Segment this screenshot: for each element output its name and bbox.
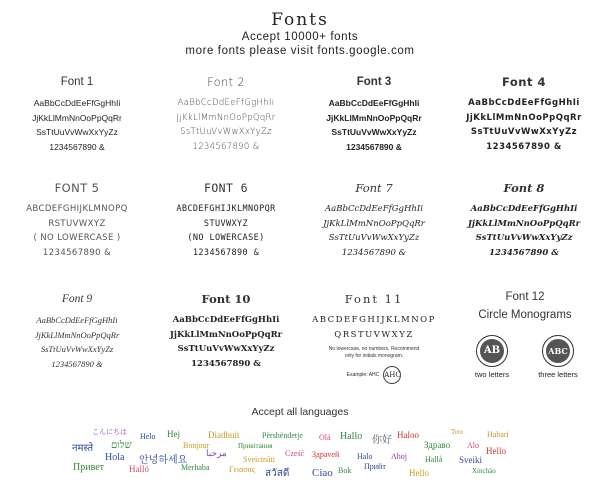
font-sample-7[interactable] xyxy=(304,180,444,260)
sample-line: JjKkLlMmNnOoPpQqRr xyxy=(323,218,425,229)
subtitle-fonts-count: Accept 10000+ fonts xyxy=(241,31,359,43)
sample-line: QRSTUVWXYZ xyxy=(334,329,414,340)
font-sample-5[interactable] xyxy=(7,180,147,260)
font-sample-9[interactable] xyxy=(7,291,147,371)
language-word: Прийт xyxy=(364,462,386,471)
language-word: Habari xyxy=(487,430,509,439)
language-word: Merhaba xyxy=(181,463,210,472)
sample-line: 1234567890 & xyxy=(191,358,261,369)
monogram-label: three letters xyxy=(538,370,578,379)
sample-line: ABCDEFGHIJKLMNOPQ xyxy=(26,204,128,214)
sample-line: AaBbCcDdEeFfGgHhIi xyxy=(177,98,275,108)
sample-line: ABCDEFGHIJKLMNOP xyxy=(312,315,436,325)
monogram-three-letters[interactable] xyxy=(528,335,588,379)
language-word: Hallå xyxy=(425,455,443,464)
sample-line: 1234567890 & xyxy=(49,141,105,152)
language-word: Haloo xyxy=(397,430,419,440)
font-name: Font 11 xyxy=(344,292,404,306)
sample-line: JjKkLlMmNnOoPpQqRr xyxy=(326,112,422,123)
font-name: Font 3 xyxy=(356,76,392,88)
sample-line: SsTtUuVvWwXxYyZz xyxy=(40,344,114,354)
sample-line: 1234567890 & xyxy=(42,247,112,258)
language-word: Alo xyxy=(467,441,479,450)
monogram-icon xyxy=(542,335,574,367)
sample-line: SsTtUuVvWwXxYyZz xyxy=(180,127,272,137)
language-word: Olá xyxy=(319,433,331,442)
language-word: Bok xyxy=(338,466,352,475)
font-sample-3[interactable] xyxy=(304,74,444,154)
language-word: مرحبا xyxy=(206,448,227,458)
font-sample-10[interactable] xyxy=(156,291,296,371)
language-word: Привітання xyxy=(238,442,273,450)
circle-monograms-title: Circle Monograms xyxy=(478,309,572,321)
font-name: Font 1 xyxy=(60,76,94,88)
page-title: Fonts xyxy=(271,10,329,30)
sample-line: AaBbCcDdEeFfGgHhIi xyxy=(470,204,578,214)
sample-line: 1234567890 & xyxy=(192,247,260,258)
sample-line: JjKkLlMmNnOoPpQqRr xyxy=(176,112,276,123)
monogram-letters: AB xyxy=(480,339,504,363)
language-word: こんにちは xyxy=(92,428,127,436)
font-sample-12[interactable] xyxy=(450,291,600,391)
example-label: Example: AHC xyxy=(346,372,380,378)
languages-title: Accept all languages xyxy=(251,406,349,418)
language-word: Sveicināti xyxy=(243,455,275,464)
font-sample-4[interactable] xyxy=(454,74,594,154)
language-word: שלום xyxy=(111,440,132,451)
sample-line: AaBbCcDdEeFfGgHhIi xyxy=(468,98,580,108)
language-word: Xinchào xyxy=(472,467,496,475)
language-word: Здравo xyxy=(424,440,451,450)
sample-line: AaBbCcDdEeFfGgHhIi xyxy=(325,204,423,214)
sample-line: AaBbCcDdEeFfGgHhIi xyxy=(33,98,121,108)
font-name: Font 12 xyxy=(505,291,545,303)
sample-line: SsTtUuVvWwXxYyZz xyxy=(331,127,417,137)
language-word: Halo xyxy=(357,452,373,461)
sample-line: SsTtUuVvWwXxYyZz xyxy=(328,233,420,243)
language-word: Hej xyxy=(167,429,180,439)
language-word: 안녕하세요 xyxy=(139,455,188,466)
language-word: नमस्ते xyxy=(72,443,94,454)
sample-line: STUVWXYZ xyxy=(203,218,249,229)
sample-line: 1234567890 & xyxy=(341,247,407,258)
language-word: Përshëndetje xyxy=(262,431,303,440)
sample-line: AaBbCcDdEeFfGgHhIi xyxy=(172,315,280,325)
sample-line: SsTtUuVvWwXxYyZz xyxy=(470,127,578,137)
monogram-label: two letters xyxy=(474,370,510,379)
font-sample-1[interactable] xyxy=(7,74,147,154)
language-word: Γειασας xyxy=(229,465,255,474)
language-word: Здраveй xyxy=(312,450,340,459)
font-name: FONT 6 xyxy=(204,181,248,195)
sample-line: JjKkLlMmNnOoPpQqRr xyxy=(32,112,122,123)
sample-line: JjKkLlMmNnOoPpQqRr xyxy=(169,329,283,340)
language-word: Ciao xyxy=(312,467,333,479)
language-word: Tere xyxy=(451,428,464,436)
sample-line: 1234567890 & xyxy=(489,247,559,258)
language-word: Sveiki xyxy=(459,455,483,465)
monogram-two-letters[interactable] xyxy=(462,335,522,379)
sample-line: RSTUVWXYZ xyxy=(48,218,106,229)
font-name: FONT 5 xyxy=(54,181,100,195)
sample-line: JjKkLlMmNnOoPpQqRr xyxy=(34,329,120,340)
font-sample-8[interactable] xyxy=(454,180,594,260)
example-monogram: AHC xyxy=(383,366,401,384)
sample-line: 1234567890 & xyxy=(486,141,562,152)
language-word: 你好 xyxy=(372,435,392,446)
font-name: Font 4 xyxy=(502,75,546,89)
subtitle-more-fonts: more fonts please visit fonts.google.com xyxy=(185,45,415,57)
language-word: Cześć xyxy=(285,449,305,458)
sample-line: SsTtUuVvWwXxYyZz xyxy=(36,127,118,137)
font-sample-6[interactable] xyxy=(156,180,296,260)
font-note: No lowercase, no numbers, Recommend xyxy=(328,346,420,352)
language-word: Привет xyxy=(73,462,105,473)
language-word: Hello xyxy=(409,468,429,478)
font-sample-11[interactable] xyxy=(304,291,444,384)
sample-line: SsTtUuVvWwXxYyZz xyxy=(177,344,275,354)
font-name: Font 8 xyxy=(503,181,545,195)
sample-line: AaBbCcDdEeFfGgHhIi xyxy=(328,98,420,108)
language-word: สวัสดี xyxy=(265,468,290,479)
language-word: Ahoj xyxy=(391,452,407,461)
language-word: Hello xyxy=(486,446,506,456)
sample-line: ( NO LOWERCASE ) xyxy=(33,233,121,243)
font-name: Font 10 xyxy=(201,292,251,306)
font-example xyxy=(304,366,444,384)
font-name: Font 7 xyxy=(355,181,393,195)
sample-line: 1234567890 & xyxy=(51,358,103,369)
sample-line: ABCDEFGHIJKLMNOPQR xyxy=(176,204,276,214)
font-name: Font 2 xyxy=(207,75,245,89)
sample-line: (NO LOWERCASE) xyxy=(187,233,265,243)
font-sample-2[interactable] xyxy=(156,74,296,154)
language-word: Bonjour xyxy=(183,441,210,450)
sample-line: SsTtUuVvWwXxYyZz xyxy=(475,233,573,243)
sample-line: AaBbCcDdEeFfGgHhIi xyxy=(36,315,118,325)
font-name: Font 9 xyxy=(61,293,93,305)
monogram-letters: ABC xyxy=(546,339,570,363)
language-word: Diadhuit xyxy=(208,430,240,440)
font-note: only for initials monogram. xyxy=(344,353,404,359)
language-word: Halló xyxy=(129,464,149,474)
sample-line: 1234567890 & xyxy=(192,141,260,152)
sample-line: 1234567890 & xyxy=(346,141,402,152)
monogram-icon xyxy=(476,335,508,367)
sample-line: JjKkLlMmNnOoPpQqRr xyxy=(466,112,582,123)
language-word: Helo xyxy=(140,432,156,441)
language-word: Hallo xyxy=(340,431,363,442)
sample-line: JjKkLlMmNnOoPpQqRr xyxy=(467,218,581,229)
language-word: Hola xyxy=(105,452,125,463)
